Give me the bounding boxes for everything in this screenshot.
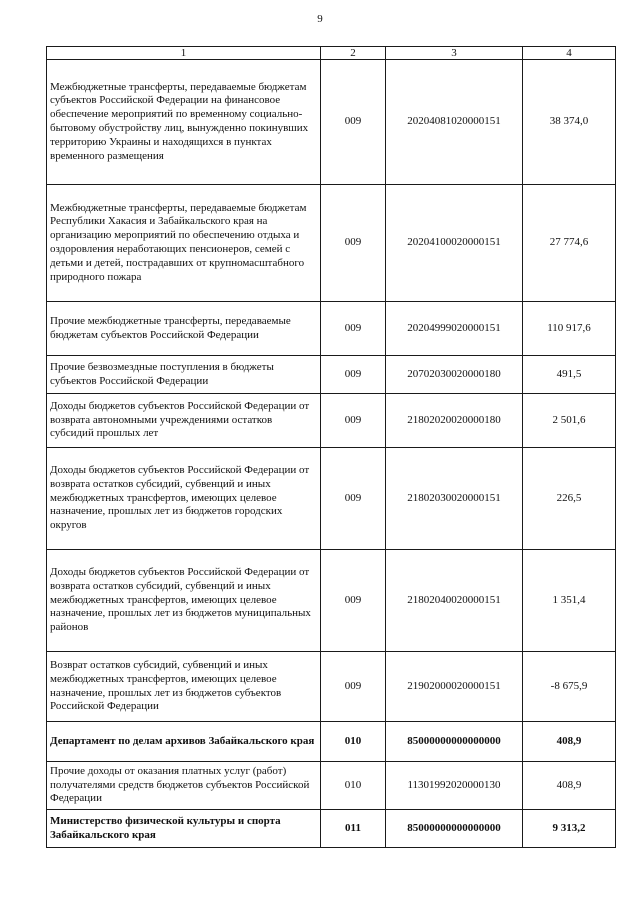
row-admin-code: 009 [321,356,386,394]
row-budget-code: 21802030020000151 [386,448,523,550]
row-name: Межбюджетные трансферты, передаваемые бюджетам субъектов Российской Федерации на финансовое обеспечение мероприятий по временному социально-бытовому обустройству лиц, вынужденно покинувших территорию Украины и находящихся в пунктах временного размещения [47,60,321,185]
row-amount: 491,5 [523,356,616,394]
row-budget-code: 20204999020000151 [386,302,523,356]
row-amount: 1 351,4 [523,550,616,652]
row-budget-code: 85000000000000000 [386,722,523,762]
table-row [47,652,616,722]
row-name: Возврат остатков субсидий, субвенций и иных межбюджетных трансфертов, имеющих целевое назначение, прошлых лет из бюджетов субъектов Российской Федерации [47,652,321,722]
row-name: Министерство физической культуры и спорта Забайкальского края [47,810,321,848]
row-name: Доходы бюджетов субъектов Российской Федерации от возврата остатков субсидий, субвенций и иных межбюджетных трансфертов, имеющих целевое назначение, прошлых лет из бюджетов муниципальных районов [47,550,321,652]
row-budget-code: 85000000000000000 [386,810,523,848]
row-admin-code: 009 [321,550,386,652]
budget-revenue-table [46,46,616,848]
row-budget-code: 21802040020000151 [386,550,523,652]
row-admin-code: 011 [321,810,386,848]
row-admin-code: 009 [321,185,386,302]
row-admin-code: 010 [321,762,386,810]
header-col-2: 2 [321,47,386,60]
page-number: 9 [317,13,323,25]
row-name: Доходы бюджетов субъектов Российской Федерации от возврата остатков субсидий, субвенций и иных межбюджетных трансфертов, имеющих целевое назначение, прошлых лет из бюджетов городских округов [47,448,321,550]
row-name: Департамент по делам архивов Забайкальского края [47,722,321,762]
table-row [47,762,616,810]
row-admin-code: 009 [321,60,386,185]
header-col-1: 1 [47,47,321,60]
row-name: Прочие межбюджетные трансферты, передаваемые бюджетам субъектов Российской Федерации [47,302,321,356]
row-budget-code: 20204081020000151 [386,60,523,185]
row-budget-code: 21802020020000180 [386,394,523,448]
table-header-row [47,47,616,60]
row-name: Межбюджетные трансферты, передаваемые бюджетам Республики Хакасия и Забайкальского края на организацию мероприятий по обеспечению отдыха и оздоровления неработающих пенсионеров, семей с детьми и детей, пострадавших от крупномасштабного природного пожара [47,185,321,302]
table-row-ministry [47,810,616,848]
row-admin-code: 009 [321,302,386,356]
row-amount: 27 774,6 [523,185,616,302]
row-amount: 110 917,6 [523,302,616,356]
table-row [47,448,616,550]
table-row [47,302,616,356]
table-row [47,550,616,652]
row-amount: 38 374,0 [523,60,616,185]
table-row [47,394,616,448]
row-amount: 9 313,2 [523,810,616,848]
row-name: Прочие доходы от оказания платных услуг (работ) получателями средств бюджетов субъектов Российской Федерации [47,762,321,810]
row-budget-code: 20204100020000151 [386,185,523,302]
table-row [47,356,616,394]
row-amount: 408,9 [523,762,616,810]
row-name: Прочие безвозмездные поступления в бюджеты субъектов Российской Федерации [47,356,321,394]
row-amount: 226,5 [523,448,616,550]
row-amount: 408,9 [523,722,616,762]
table-row [47,185,616,302]
row-budget-code: 21902000020000151 [386,652,523,722]
row-budget-code: 20702030020000180 [386,356,523,394]
table-row-department [47,722,616,762]
header-col-3: 3 [386,47,523,60]
row-admin-code: 009 [321,652,386,722]
table-row [47,60,616,185]
row-admin-code: 009 [321,448,386,550]
row-name: Доходы бюджетов субъектов Российской Федерации от возврата автономными учреждениями остатков субсидий прошлых лет [47,394,321,448]
row-budget-code: 11301992020000130 [386,762,523,810]
row-admin-code: 010 [321,722,386,762]
row-admin-code: 009 [321,394,386,448]
row-amount: -8 675,9 [523,652,616,722]
row-amount: 2 501,6 [523,394,616,448]
header-col-4: 4 [523,47,616,60]
